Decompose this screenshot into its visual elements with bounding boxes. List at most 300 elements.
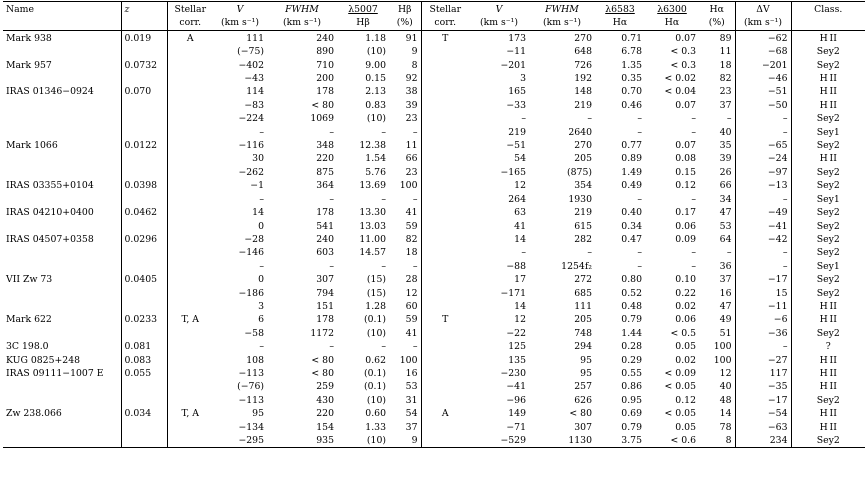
cell-delta-v: −11 xyxy=(735,300,791,313)
cell-stellar-corr-2 xyxy=(421,220,469,233)
cell-stellar-corr-1 xyxy=(167,421,213,434)
cell-name xyxy=(3,193,121,206)
cell-ratio-5007: 11.00 xyxy=(359,233,386,245)
table-row xyxy=(3,327,865,340)
cell-ratio-5007: 13.03 xyxy=(359,220,386,232)
cell-stellar-corr-1 xyxy=(167,126,213,139)
cell-stellar-corr-1 xyxy=(167,166,213,179)
cell-stellar-corr-1 xyxy=(167,300,213,313)
cell-hbeta-pct: 18 xyxy=(389,246,421,259)
cell-class: ? xyxy=(825,341,831,353)
cell-name xyxy=(3,246,121,259)
cell-name xyxy=(3,421,121,434)
cell-ratio-6300: < 0.3 xyxy=(670,46,696,58)
cell-velocity-2: 219 xyxy=(508,126,526,138)
col-header-velocity-1: V xyxy=(213,2,267,17)
cell-velocity-1: −295 xyxy=(213,434,267,448)
cell-stellar-corr-1 xyxy=(167,340,213,353)
table-row xyxy=(3,152,865,165)
cell-halpha-pct: 34 xyxy=(699,193,735,206)
cell-stellar-corr-2: A xyxy=(441,408,449,420)
cell-delta-v: 117 xyxy=(735,367,791,380)
cell-fwhm-1: 348 xyxy=(316,140,334,152)
cell-fwhm-2: 257 xyxy=(574,381,592,393)
cell-velocity-2: −71 xyxy=(506,421,526,433)
cell-z xyxy=(121,166,167,179)
cell-name xyxy=(3,126,121,139)
cell-velocity-1: 114 xyxy=(246,86,264,98)
cell-stellar-corr-2 xyxy=(421,99,469,112)
cell-class: Sey2 xyxy=(816,327,840,339)
cell-velocity-1: 111 xyxy=(246,32,264,44)
cell-name: IRAS 04210+0400 xyxy=(3,206,121,219)
cell-delta-v: −6 xyxy=(735,313,791,326)
cell-fwhm-2: – xyxy=(587,247,592,259)
cell-velocity-1: −58 xyxy=(244,327,264,339)
cell-velocity-2: −22 xyxy=(506,327,526,339)
cell-halpha-pct: 100 xyxy=(699,340,735,353)
cell-name: IRAS 01346−0924 xyxy=(3,85,121,98)
cell-ratio-6583: 0.86 xyxy=(621,381,642,393)
cell-name xyxy=(3,287,121,300)
cell-name: Mark 938 xyxy=(3,30,121,45)
cell-stellar-corr-1 xyxy=(167,246,213,259)
col-header-velocity-2: V xyxy=(469,2,529,17)
cell-fwhm-1: 1172 xyxy=(310,327,334,339)
cell-fwhm-2: 726 xyxy=(574,59,592,71)
cell-ratio-6583: 0.28 xyxy=(621,341,642,353)
cell-name: Mark 622 xyxy=(3,313,121,326)
cell-ratio-6583: – xyxy=(637,193,642,205)
cell-halpha-pct: – xyxy=(699,112,735,125)
cell-ratio-6583: 6.78 xyxy=(621,46,642,58)
cell-halpha-pct: 47 xyxy=(699,300,735,313)
cell-stellar-corr-1 xyxy=(167,220,213,233)
cell-ratio-6583: 0.47 xyxy=(621,233,642,245)
cell-delta-v: 15 xyxy=(735,287,791,300)
cell-velocity-2: – xyxy=(521,247,526,259)
table-row xyxy=(3,273,865,286)
table-row xyxy=(3,72,865,85)
cell-hbeta-pct: 59 xyxy=(389,313,421,326)
col-subheader-fwhm-2: (km s⁻¹) xyxy=(529,16,595,30)
cell-ratio-5007: 2.13 xyxy=(365,86,386,98)
cell-stellar-corr-1 xyxy=(167,394,213,407)
cell-class: Sey2 xyxy=(816,394,840,406)
cell-name xyxy=(3,327,121,340)
cell-class: Sey2 xyxy=(816,274,840,286)
cell-ratio-5007: 9.00 xyxy=(365,59,386,71)
cell-fwhm-1: 603 xyxy=(316,247,334,259)
cell-z: 0.019 xyxy=(121,30,167,45)
cell-z: 0.034 xyxy=(121,407,167,420)
cell-halpha-pct: 100 xyxy=(699,354,735,367)
col-header-class: Class. xyxy=(791,2,865,17)
table-row xyxy=(3,59,865,72)
cell-ratio-5007: (0.1) xyxy=(363,314,386,326)
cell-delta-v: −51 xyxy=(735,85,791,98)
cell-halpha-pct: 51 xyxy=(699,327,735,340)
col-subheader-ratio-6300: Hα xyxy=(645,16,699,30)
cell-stellar-corr-2 xyxy=(421,179,469,192)
cell-fwhm-2: 205 xyxy=(574,314,592,326)
col-header-ratio-5007: λ5007 xyxy=(337,2,389,17)
cell-z xyxy=(121,394,167,407)
cell-stellar-corr-2 xyxy=(421,287,469,300)
col-subheader-ratio-5007: Hβ xyxy=(337,16,389,30)
cell-velocity-2: 14 xyxy=(514,300,526,312)
cell-velocity-1: 3 xyxy=(258,300,264,312)
cell-halpha-pct: 82 xyxy=(699,72,735,85)
cell-velocity-2: −88 xyxy=(506,260,526,272)
cell-z xyxy=(121,45,167,58)
cell-ratio-5007: 1.33 xyxy=(365,421,386,433)
cell-z xyxy=(121,126,167,139)
cell-hbeta-pct: – xyxy=(389,126,421,139)
cell-class: Sey2 xyxy=(816,247,840,259)
col-subheader-z xyxy=(121,16,167,30)
cell-ratio-5007: – xyxy=(381,126,386,138)
cell-class: H II xyxy=(819,408,837,420)
cell-velocity-1: 108 xyxy=(246,354,264,366)
cell-halpha-pct: 14 xyxy=(699,407,735,420)
cell-fwhm-2: 148 xyxy=(574,86,592,98)
cell-ratio-5007: (10) xyxy=(366,46,386,58)
cell-hbeta-pct: 92 xyxy=(389,72,421,85)
cell-ratio-5007: 5.76 xyxy=(365,166,386,178)
cell-ratio-6300: 0.02 xyxy=(675,354,696,366)
cell-stellar-corr-2 xyxy=(421,367,469,380)
cell-ratio-5007: (10) xyxy=(366,113,386,125)
cell-delta-v: −35 xyxy=(735,380,791,393)
cell-velocity-1: 6 xyxy=(258,314,264,326)
cell-fwhm-1: < 80 xyxy=(311,354,334,366)
cell-hbeta-pct: 100 xyxy=(389,179,421,192)
cell-delta-v: −46 xyxy=(735,72,791,85)
cell-ratio-5007: 0.83 xyxy=(365,99,386,111)
cell-stellar-corr-1 xyxy=(167,99,213,112)
cell-velocity-1: 30 xyxy=(252,153,264,165)
cell-velocity-2: 54 xyxy=(514,153,526,165)
cell-name xyxy=(3,394,121,407)
cell-ratio-6583: 0.70 xyxy=(621,86,642,98)
cell-fwhm-1: 240 xyxy=(316,233,334,245)
cell-ratio-6300: 0.05 xyxy=(675,341,696,353)
cell-velocity-2: −51 xyxy=(506,140,526,152)
cell-ratio-5007: 13.69 xyxy=(359,180,386,192)
cell-fwhm-2: 648 xyxy=(574,46,592,58)
cell-hbeta-pct: 100 xyxy=(389,354,421,367)
cell-class: H II xyxy=(819,354,837,366)
cell-z: 0.0233 xyxy=(121,313,167,326)
cell-delta-v: −65 xyxy=(735,139,791,152)
cell-stellar-corr-1 xyxy=(167,139,213,152)
cell-velocity-1: 95 xyxy=(252,408,264,420)
cell-fwhm-2: 270 xyxy=(574,32,592,44)
cell-stellar-corr-2 xyxy=(421,340,469,353)
cell-fwhm-2: 354 xyxy=(574,180,592,192)
col-header-z: z xyxy=(121,2,167,17)
cell-ratio-6300: 0.17 xyxy=(675,207,696,219)
cell-hbeta-pct: – xyxy=(389,260,421,273)
cell-halpha-pct: 35 xyxy=(699,139,735,152)
cell-stellar-corr-2 xyxy=(421,434,469,448)
cell-stellar-corr-1 xyxy=(167,287,213,300)
cell-hbeta-pct: 37 xyxy=(389,421,421,434)
cell-ratio-6583: 0.71 xyxy=(621,32,642,44)
cell-ratio-6583: 1.44 xyxy=(621,327,642,339)
table-row xyxy=(3,45,865,58)
cell-fwhm-1: < 80 xyxy=(311,99,334,111)
cell-ratio-5007: 13.30 xyxy=(359,207,386,219)
cell-velocity-2: – xyxy=(521,113,526,125)
cell-fwhm-1: 794 xyxy=(316,287,334,299)
cell-fwhm-1: < 80 xyxy=(311,367,334,379)
cell-class: H II xyxy=(819,32,837,44)
cell-ratio-6300: < 0.6 xyxy=(645,434,699,448)
cell-velocity-1: – xyxy=(259,341,264,353)
cell-halpha-pct: 47 xyxy=(699,206,735,219)
cell-fwhm-2: 615 xyxy=(574,220,592,232)
cell-velocity-1: −43 xyxy=(244,73,264,85)
cell-velocity-1: −134 xyxy=(238,421,264,433)
cell-ratio-5007: 12.38 xyxy=(359,140,386,152)
col-header-ratio-6583: λ6583 xyxy=(595,2,645,17)
cell-z: 0.0732 xyxy=(121,59,167,72)
cell-stellar-corr-2 xyxy=(421,394,469,407)
cell-halpha-pct: 26 xyxy=(699,166,735,179)
cell-stellar-corr-1 xyxy=(167,59,213,72)
col-header-hbeta-pct: Hβ xyxy=(389,2,421,17)
cell-stellar-corr-1 xyxy=(167,367,213,380)
cell-z xyxy=(121,434,167,448)
cell-velocity-2: 173 xyxy=(508,32,526,44)
cell-delta-v: −42 xyxy=(735,233,791,246)
col-subheader-stellar-corr-1: corr. xyxy=(167,16,213,30)
cell-ratio-6583: 0.79 xyxy=(621,421,642,433)
cell-fwhm-1: 220 xyxy=(316,408,334,420)
cell-halpha-pct: 66 xyxy=(699,179,735,192)
cell-ratio-5007: 1.18 xyxy=(365,32,386,44)
cell-velocity-1: (−75) xyxy=(237,46,264,58)
cell-ratio-6300: 0.07 xyxy=(675,99,696,111)
col-header-stellar-corr-1: Stellar xyxy=(167,2,213,17)
cell-ratio-5007: – xyxy=(381,341,386,353)
cell-fwhm-2: < 80 xyxy=(569,408,592,420)
cell-ratio-6583: – xyxy=(637,260,642,272)
cell-halpha-pct: 18 xyxy=(699,59,735,72)
cell-fwhm-2: 192 xyxy=(574,73,592,85)
cell-ratio-6583: 0.49 xyxy=(621,180,642,192)
cell-delta-v: −17 xyxy=(735,394,791,407)
cell-stellar-corr-1 xyxy=(167,273,213,286)
cell-ratio-6300: 0.07 xyxy=(675,32,696,44)
cell-class: Sey2 xyxy=(816,180,840,192)
cell-stellar-corr-2 xyxy=(421,85,469,98)
cell-velocity-2: −165 xyxy=(500,166,526,178)
cell-stellar-corr-1 xyxy=(167,45,213,58)
cell-stellar-corr-2 xyxy=(421,260,469,273)
cell-ratio-6583: 0.69 xyxy=(621,408,642,420)
cell-fwhm-1: 875 xyxy=(316,166,334,178)
cell-ratio-5007: (0.1) xyxy=(363,367,386,379)
table-row xyxy=(3,206,865,219)
cell-velocity-2: −171 xyxy=(500,287,526,299)
cell-fwhm-2: 111 xyxy=(574,300,592,312)
cell-fwhm-2: 95 xyxy=(580,354,592,366)
cell-stellar-corr-2 xyxy=(421,327,469,340)
cell-stellar-corr-2 xyxy=(421,193,469,206)
cell-ratio-5007: 0.15 xyxy=(365,73,386,85)
table-row xyxy=(3,313,865,326)
col-subheader-name xyxy=(3,16,121,30)
table-row xyxy=(3,166,865,179)
cell-stellar-corr-1 xyxy=(167,193,213,206)
cell-stellar-corr-2 xyxy=(421,112,469,125)
cell-class: H II xyxy=(819,381,837,393)
cell-ratio-6300: 0.05 xyxy=(675,421,696,433)
cell-velocity-2: −230 xyxy=(500,367,526,379)
cell-hbeta-pct: 66 xyxy=(389,152,421,165)
cell-velocity-2: 12 xyxy=(514,180,526,192)
cell-delta-v: – xyxy=(735,193,791,206)
cell-velocity-1: −402 xyxy=(238,59,264,71)
cell-stellar-corr-1 xyxy=(167,327,213,340)
cell-name xyxy=(3,166,121,179)
cell-delta-v: −41 xyxy=(735,220,791,233)
cell-name xyxy=(3,380,121,393)
table-row xyxy=(3,287,865,300)
cell-stellar-corr-2 xyxy=(421,45,469,58)
cell-z: 0.0122 xyxy=(121,139,167,152)
cell-hbeta-pct: 38 xyxy=(389,85,421,98)
cell-z xyxy=(121,300,167,313)
cell-name: IRAS 03355+0104 xyxy=(3,179,121,192)
cell-ratio-5007: (15) xyxy=(366,274,386,286)
cell-fwhm-1: 541 xyxy=(316,220,334,232)
col-header-halpha-pct: Hα xyxy=(699,2,735,17)
cell-z xyxy=(121,327,167,340)
cell-halpha-pct: 8 xyxy=(699,434,735,448)
cell-delta-v: −49 xyxy=(735,206,791,219)
cell-ratio-6300: – xyxy=(691,193,696,205)
table-row xyxy=(3,407,865,420)
cell-velocity-2: 165 xyxy=(508,86,526,98)
cell-stellar-corr-1 xyxy=(167,152,213,165)
col-header-name: Name xyxy=(3,2,121,17)
cell-hbeta-pct: 16 xyxy=(389,367,421,380)
cell-class: H II xyxy=(819,86,837,98)
cell-fwhm-1: – xyxy=(329,341,334,353)
header-row-2 xyxy=(3,16,865,30)
table-row xyxy=(3,434,865,448)
cell-fwhm-2: (875) xyxy=(567,166,592,178)
cell-fwhm-2: 1930 xyxy=(568,193,592,205)
cell-class: Sey1 xyxy=(816,260,840,272)
cell-delta-v: 234 xyxy=(735,434,791,448)
cell-ratio-5007: (10) xyxy=(366,394,386,406)
cell-ratio-5007: – xyxy=(381,193,386,205)
cell-stellar-corr-2 xyxy=(421,421,469,434)
cell-velocity-1: −146 xyxy=(238,247,264,259)
cell-hbeta-pct: 39 xyxy=(389,99,421,112)
cell-class: H II xyxy=(819,153,837,165)
cell-hbeta-pct: – xyxy=(389,193,421,206)
cell-fwhm-2: 1254f₂ xyxy=(561,260,592,272)
cell-class: H II xyxy=(819,99,837,111)
data-table-container xyxy=(1,1,867,477)
cell-fwhm-2: 270 xyxy=(574,140,592,152)
cell-stellar-corr-2: T xyxy=(442,314,449,326)
cell-class: Sey2 xyxy=(816,220,840,232)
cell-delta-v: −36 xyxy=(735,327,791,340)
cell-stellar-corr-2 xyxy=(421,300,469,313)
cell-z xyxy=(121,152,167,165)
cell-fwhm-1: – xyxy=(329,193,334,205)
cell-velocity-1: – xyxy=(259,193,264,205)
cell-halpha-pct: 37 xyxy=(699,273,735,286)
header-row-1 xyxy=(3,2,865,17)
cell-fwhm-1: 178 xyxy=(316,207,334,219)
cell-halpha-pct: 40 xyxy=(699,126,735,139)
table-row xyxy=(3,246,865,259)
cell-z xyxy=(121,421,167,434)
cell-ratio-6300: 0.07 xyxy=(675,140,696,152)
col-subheader-stellar-corr-2: corr. xyxy=(421,16,469,30)
col-subheader-fwhm-1: (km s⁻¹) xyxy=(267,16,337,30)
cell-name xyxy=(3,72,121,85)
cell-velocity-2: −11 xyxy=(506,46,526,58)
cell-velocity-2: 41 xyxy=(514,220,526,232)
cell-ratio-6300: 0.06 xyxy=(675,314,696,326)
table-row xyxy=(3,126,865,139)
cell-name xyxy=(3,152,121,165)
col-header-fwhm-1: FWHM xyxy=(267,2,337,17)
cell-ratio-6583: 0.52 xyxy=(621,287,642,299)
cell-ratio-5007: (10) xyxy=(366,327,386,339)
cell-ratio-5007: 1.54 xyxy=(365,153,386,165)
cell-ratio-6300: 0.12 xyxy=(675,394,696,406)
cell-velocity-1: −1 xyxy=(250,180,264,192)
cell-hbeta-pct: 31 xyxy=(389,394,421,407)
cell-ratio-6583: – xyxy=(637,247,642,259)
table-row xyxy=(3,340,865,353)
cell-ratio-5007: (0.1) xyxy=(363,381,386,393)
cell-stellar-corr-2 xyxy=(421,273,469,286)
cell-hbeta-pct: 41 xyxy=(389,206,421,219)
cell-fwhm-2: 219 xyxy=(574,207,592,219)
cell-name xyxy=(3,220,121,233)
cell-class: H II xyxy=(819,367,837,379)
cell-stellar-corr-1: T, A xyxy=(181,408,199,420)
col-header-ratio-6300: λ6300 xyxy=(645,2,699,17)
cell-hbeta-pct: 82 xyxy=(389,233,421,246)
table-row xyxy=(3,233,865,246)
cell-ratio-6300: < 0.3 xyxy=(670,59,696,71)
table-row xyxy=(3,220,865,233)
cell-stellar-corr-2 xyxy=(421,166,469,179)
cell-fwhm-1: 151 xyxy=(316,300,334,312)
cell-stellar-corr-2 xyxy=(421,246,469,259)
cell-name xyxy=(3,99,121,112)
cell-fwhm-1: 307 xyxy=(316,274,334,286)
cell-delta-v: – xyxy=(735,126,791,139)
col-subheader-velocity-2: (km s⁻¹) xyxy=(469,16,529,30)
table-row xyxy=(3,193,865,206)
cell-class: Sey2 xyxy=(816,166,840,178)
cell-ratio-6300: 0.09 xyxy=(675,233,696,245)
cell-ratio-6583: 1.35 xyxy=(621,59,642,71)
